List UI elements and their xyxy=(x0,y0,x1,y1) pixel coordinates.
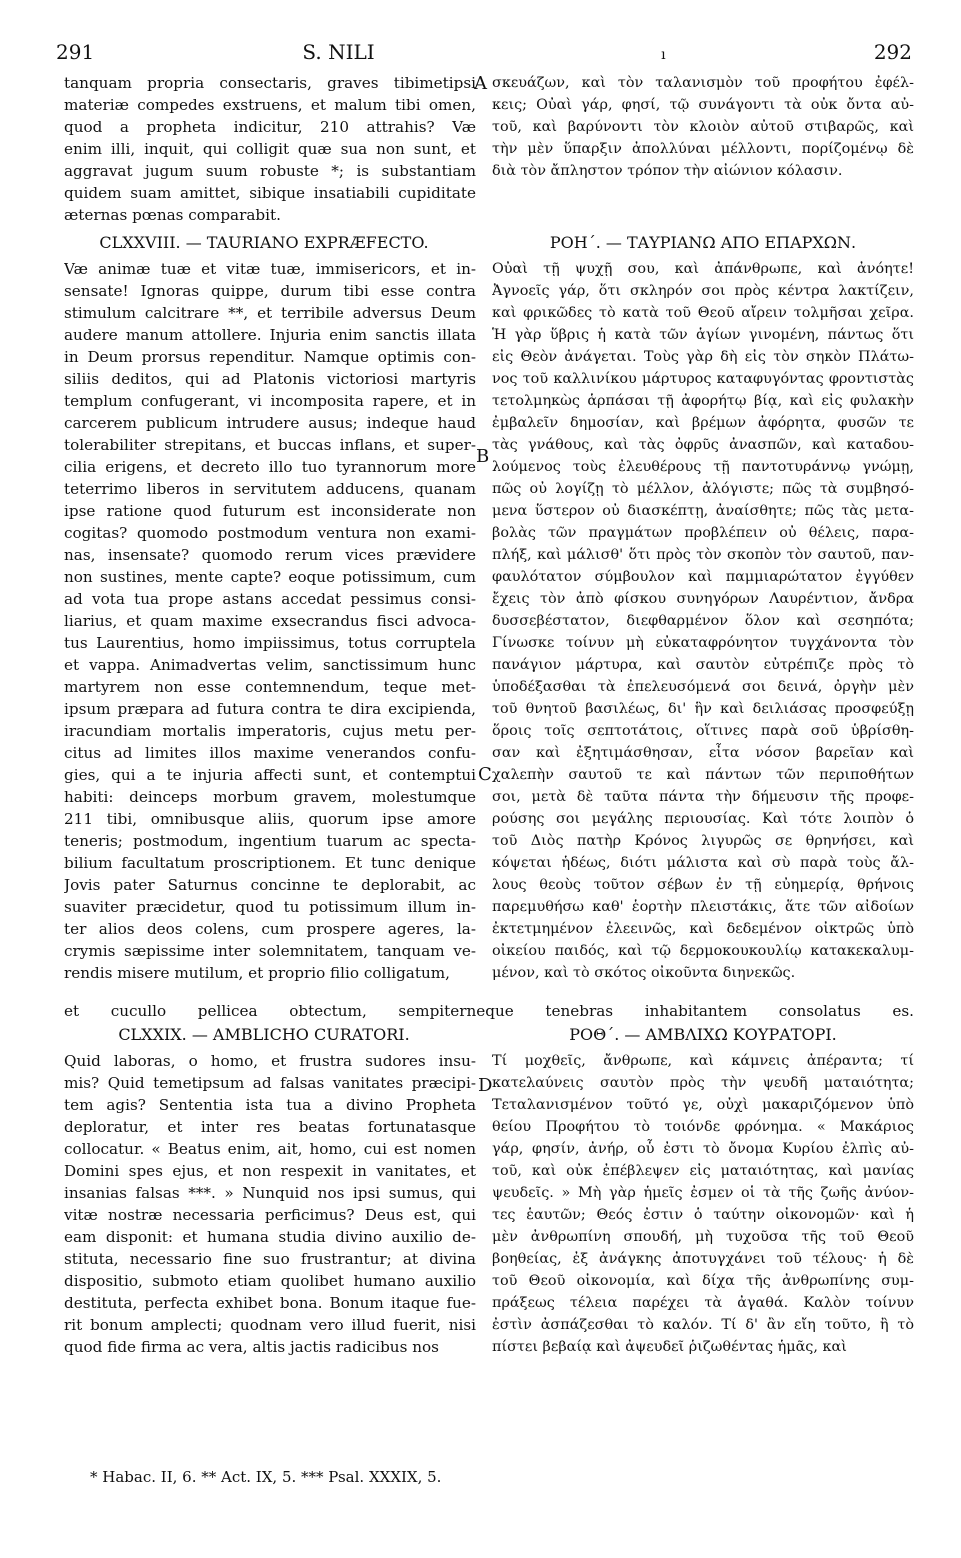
text-line: ἐμβαλεῖν δημοσίαν, καὶ βρέμων ἀφόρητα, φυσῶν τε xyxy=(492,415,914,431)
text-line: templum confugerant, vi incomposita rapere, et in xyxy=(64,392,476,410)
text-line: deploratur, et inter res beatas fortunatasque xyxy=(64,1118,476,1136)
greek-letter-178 xyxy=(492,258,914,984)
text-line: siliis deditos, qui ad Platonis victoriosi martyris xyxy=(64,370,476,388)
text-line: aggravat jugum suum robuste *; is substantiam xyxy=(64,162,476,180)
text-line: Γίνωσκε τοίνυν μὴ εὐκαταφρόνητον τυγχάνοντα τὸν xyxy=(492,635,914,651)
text-line: νος τοῦ καλλινίκου μάρτυρος καταφυγόντας φροντιστὰς xyxy=(492,371,914,387)
text-line: σκευάζων, καὶ τὸν ταλανισμὸν τοῦ προφήτου ἐφέλ- xyxy=(492,75,914,91)
text-line: ipse ratione quod futurum est inconsiderate non xyxy=(64,502,476,520)
text-line: φαυλότατον σύμβουλον καὶ παμμιαρώτατον ἐγγύθεν xyxy=(492,569,914,585)
text-line: insanias falsas ***. » Nunquid nos ipsi sumus, qui xyxy=(64,1184,476,1202)
text-line: τὴν μὲν ὕπαρξιν ἀπολλύναι μέλλοντι, πορίζομένῳ δὲ xyxy=(492,141,914,157)
text-line: λους θεοὺς τοῦτον σέβων ἐν τῇ εὐημερίᾳ, θρήνοις xyxy=(492,877,914,893)
text-line: tanquam propria consectaris, graves tibimetipsi xyxy=(64,74,476,92)
text-line: τες ἑαυτῶν; Θεός ἐστιν ὁ ταύτην οἰκονομῶν· καὶ ἡ xyxy=(492,1207,914,1223)
text-line: κατελαύνεις σαυτὸν πρὸς τὴν ψευδῆ ματαιότητα; xyxy=(492,1075,914,1091)
text-line: σοι, μετὰ δὲ ταῦτα πάντα τὴν δήμευσιν τῆς προφε- xyxy=(492,789,914,805)
text-line: æternas pœnas comparabit. xyxy=(64,206,281,224)
full-width-line: et cucullo pellicea obtectum, sempiterneque tenebras inhabitantem consolatus es. xyxy=(64,1002,914,1020)
text-line: τοῦ, καὶ βαρύνοντι τὸν κλοιὸν αὐτοῦ στιβαρῶς, καὶ xyxy=(492,119,914,135)
text-line: οἰκείου παιδός, καὶ τῷ δερμοκουκουλίῳ κατακεκαλυμ- xyxy=(492,943,914,959)
text-line: ἐστὶν ἀσπάζεσθαι τὸ καλόν. Τί δ' ἂν εἴη τοῦτο, ἢ τὸ xyxy=(492,1317,914,1333)
text-line: σαν καὶ ἐξητιμάσθησαν, εἶτα νόσον βαρεῖαν καὶ xyxy=(492,745,914,761)
left-page-number: 291 xyxy=(56,40,95,64)
text-line: κεις; Οὐαὶ γάρ, φησί, τῷ συνάγοντι τὰ οὐκ ὄντα αὐ- xyxy=(492,97,914,113)
text-line: quod a propheta indicitur, 210 attrahis? Væ xyxy=(64,118,476,136)
latin-heading-178: CLXXVIII. — TAURIANO EXPRÆFECTO. xyxy=(99,233,429,252)
text-line: κόψεται ἡδέως, διότι μάλιστα καὶ σὺ παρὰ τοὺς ἄλ- xyxy=(492,855,914,871)
text-line: παρεμυθήσω καθ' ἑορτὴν πλειστάκις, ἅτε τῶν αἰδοίων xyxy=(492,899,914,915)
text-line: πανάγιον μάρτυρα, καὶ σαυτὸν εὐτρέπιζε πρὸς τὸ xyxy=(492,657,914,673)
text-line: sensate! Ignoras quippe, durum tibi esse contra xyxy=(64,282,476,300)
text-line: rendis misere mutilum, et proprio filio colligatum, xyxy=(64,964,450,982)
text-line: non sustines, mente capte? eoque potissimum, cum xyxy=(64,568,476,586)
text-line: Ἀγνοεῖς γάρ, ὅτι σκληρόν σοι πρὸς κέντρα λακτίζειν, xyxy=(492,283,914,299)
latin-letter-178 xyxy=(64,258,476,984)
section-marker-b: B xyxy=(476,446,490,467)
text-line: vitæ nostræ necessaria perficimus? Deus est, qui xyxy=(64,1206,476,1224)
text-line: iracundiam mortalis imperatoris, cujus metu per- xyxy=(64,722,476,740)
latin-intro-block xyxy=(64,72,476,226)
text-line: dispositio, submoto etiam quolibet humano auxilio xyxy=(64,1272,476,1290)
running-title-text: S. NILI xyxy=(302,40,375,64)
text-line: tus Laurentius, homo impiissimus, totus corruptela xyxy=(64,634,476,652)
text-line: et vappa. Animadvertas velim, sanctissimum hunc xyxy=(64,656,476,674)
text-line: πλήξ, καὶ μάλισθ' ὅτι πρὸς τὸν σκοπὸν τὸν σαυτοῦ, παν- xyxy=(492,547,914,563)
text-line: ipsum præpara ad futura contra te dira excipienda, xyxy=(64,700,476,718)
text-line: cilia erigens, et decreto illo tuo tyrannorum more xyxy=(64,458,476,476)
text-line: habiti: deinceps morbum gravem, molestumque xyxy=(64,788,476,806)
text-line: crymis sæpissime inter solemnitatem, tanquam ve- xyxy=(64,942,476,960)
greek-heading-178: ΡΟΗ΄. — ΤΑΥΡΙΑΝΩ ΑΠΟ ΕΠΑΡΧΩΝ. xyxy=(549,233,857,252)
section-marker-d: D xyxy=(478,1075,493,1096)
text-line: Væ animæ tuæ et vitæ tuæ, immisericors, et in- xyxy=(64,260,476,278)
text-line: ἐκτετμημένον ἐλεεινῶς, καὶ δεδεμένον οἰκτρῶς ὑπὸ xyxy=(492,921,914,937)
text-line: carcerem publicum intrudere ausus; indeque haud xyxy=(64,414,476,432)
text-line: materiæ compedes exstruens, et malum tibi omen, xyxy=(64,96,476,114)
text-line: Ἡ γὰρ ὕβρις ἡ κατὰ τῶν ἁγίων γινομένη, πάντως ὅτι xyxy=(492,327,914,343)
text-line: mis? Quid temetipsum ad falsas vanitates præcipi- xyxy=(64,1074,476,1092)
text-line: enim illi, inquit, qui colligit quæ sua non sunt, et xyxy=(64,140,476,158)
header-separator: ı xyxy=(661,47,666,63)
text-line: rit bonum amplecti; quodnam vero illud fuerit, nisi xyxy=(64,1316,476,1334)
text-line: τοῦ Θεοῦ οἰκονομία, καὶ δίχα τῆς ἀνθρωπίνης συμ- xyxy=(492,1273,914,1289)
text-line: καὶ φρικῶδες τὸ κατὰ τοῦ Θεοῦ αἴρειν τολμῆσαι χεῖρα. xyxy=(492,305,914,321)
greek-heading-179: ΡΟΘ΄. — ΑΜΒΛΙΧΩ ΚΟΥΡΑΤΟΡΙ. xyxy=(569,1025,837,1044)
text-line: tem agis? Sententia ista tua a divino Propheta xyxy=(64,1096,476,1114)
text-line: δυσσεβέστατον, διεφθαρμένον ὅλον καὶ σεσηπότα; xyxy=(492,613,914,629)
text-line: τοῦ θνητοῦ βασιλέως, δι' ἣν καὶ δειλιάσας προσφεύξῃ xyxy=(492,701,914,717)
text-line: tolerabiliter strepitans, et buccas inflans, et super- xyxy=(64,436,476,454)
text-line: suaviter præcidetur, quod tu potissimum illum in- xyxy=(64,898,476,916)
text-line: ρούσης σοι μεγάλης περιουσίας. Καὶ τότε λοιπὸν ὁ xyxy=(492,811,914,827)
text-line: Quid laboras, o homo, et frustra sudores insu- xyxy=(64,1052,476,1070)
text-line: ψευδεῖς. » Μὴ γὰρ ἡμεῖς ἐσμεν οἱ τὰ τῆς ζωῆς ἀνύον- xyxy=(492,1185,914,1201)
text-line: stituta, necessario fine suo frustrantur; at divina xyxy=(64,1250,476,1268)
section-marker-c: C xyxy=(478,764,492,785)
text-line: πῶς οὐ λογίζῃ τὸ μέλλον, ἀλόγιστε; πῶς τὰ συμβησό- xyxy=(492,481,914,497)
text-line: destituta, perfecta exhibet bona. Bonum itaque fue- xyxy=(64,1294,476,1312)
text-line: teneris; postmodum, ingentium tuarum ac specta- xyxy=(64,832,476,850)
text-line: audere manum attollere. Injuria enim sanctis illata xyxy=(64,326,476,344)
text-line: θείου Προφήτου τὸ τοιόνδε φρόνημα. « Μακάριος xyxy=(492,1119,914,1135)
text-line: τετολμηκὼς ἁρπάσαι τῇ ἀφορήτῳ βίᾳ, καὶ εἰς φυλακὴν xyxy=(492,393,914,409)
text-line: τοῦ, καὶ οὐκ ἐπέβλεψεν εἰς ματαιότητας, καὶ μανίας xyxy=(492,1163,914,1179)
text-line: Τεταλανισμένον τοῦτό γε, οὐχὶ μακαριζόμενον ὑπὸ xyxy=(492,1097,914,1113)
text-line: χαλεπὴν σαυτοῦ τε καὶ πάντων τῶν περιποθήτων xyxy=(492,767,914,783)
text-line: γάρ, φησίν, ἀνήρ, οὗ ἐστι τὸ ὄνομα Κυρίου ἐλπὶς αὐ- xyxy=(492,1141,914,1157)
text-line: martyrem non esse contemnendum, teque met- xyxy=(64,678,476,696)
text-line: εἰς Θεὸν ἀνάγεται. Τοὺς γὰρ δὴ εἰς τὸν σηκὸν Πλάτω- xyxy=(492,349,914,365)
section-marker-a: A xyxy=(474,73,487,94)
right-page-number: 292 xyxy=(873,40,912,64)
text-line: ὅροις τοῖς σεπτοτάτοις, οἵτινες παρὰ σοῦ ὑβρίσθη- xyxy=(492,723,914,739)
text-line: λούμενος τοὺς ἐλευθέρους τῇ παντοτυράννῳ γνώμῃ, xyxy=(492,459,914,475)
greek-letter-179 xyxy=(492,1050,914,1358)
greek-intro-block xyxy=(492,72,914,182)
text-line: βολὰς τῶν πραγμάτων προβλέπειν οὐ θέλεις, παρα- xyxy=(492,525,914,541)
text-line: μενα ὕστερον οὐ διασκέπτῃ, ἀναίσθητε; πῶς τὰς μετα- xyxy=(492,503,914,519)
text-line: in Deum prorsus rependitur. Namque optimis con- xyxy=(64,348,476,366)
text-line: τοῦ Διὸς πατὴρ Κρόνος λιγυρῶς σε θρηνήσει, καὶ xyxy=(492,833,914,849)
text-line: Τί μοχθεῖς, ἄνθρωπε, καὶ κάμνεις ἀπέραντα; τί xyxy=(492,1053,914,1069)
text-line: teterrimo liberos in servitutem adducens, quanam xyxy=(64,480,476,498)
text-line: bilium facultatum proscriptionem. Et tunc denique xyxy=(64,854,476,872)
text-line: citus ad limites illos maxime venerandos confu- xyxy=(64,744,476,762)
text-line: stimulum calcitrare **, et terribile adversus Deum xyxy=(64,304,476,322)
text-line: collocatur. « Beatus enim, ait, homo, cui est nomen xyxy=(64,1140,476,1158)
text-line: τὰς γνάθους, καὶ τὰς ὀφρῦς ἀνασπῶν, καὶ καταδου- xyxy=(492,437,914,453)
text-line: quod fide firma ac vera, altis jactis radicibus nos xyxy=(64,1338,439,1356)
latin-heading-179: CLXXIX. — AMBLICHO CURATORI. xyxy=(118,1025,410,1044)
footnotes: * Habac. II, 6. ** Act. IX, 5. *** Psal. XXXIX, 5. xyxy=(90,1468,442,1486)
text-line: Domini spes ejus, et non respexit in vanitates, et xyxy=(64,1162,476,1180)
text-line: ter alios deos colens, cum prospere ageres, la- xyxy=(64,920,476,938)
text-line: nas, insensate? quomodo rerum vices prævidere xyxy=(64,546,476,564)
text-line: Jovis pater Saturnus concinne te deplorabit, ac xyxy=(64,876,476,894)
text-line: πίστει βεβαίᾳ καὶ ἀψευδεῖ ῥιζωθέντας ἡμᾶς, καὶ xyxy=(492,1339,847,1355)
text-line: gies, qui a te injuria affecti sunt, et contemptui xyxy=(64,766,476,784)
text-line: μένον, καὶ τὸ σκότος οἰκοῦντα διηνεκῶς. xyxy=(492,965,796,981)
text-line: ὑποδέξασθαι τὰ ἐπελευσόμενά σοι δεινά, ὀργὴν μὲν xyxy=(492,679,914,695)
text-line: liarius, et quam maxime exsecrandus fisci advoca- xyxy=(64,612,476,630)
text-line: ἔχεις τὸν ἀπὸ φίσκου συνηγόρων Λαυρέντιον, ἄνδρα xyxy=(492,591,914,607)
text-line: eam disponit: et humana studia divino auxilio de- xyxy=(64,1228,476,1246)
text-line: ad vota tua prope astans accedat pessimus consi- xyxy=(64,590,476,608)
text-line: μὲν ἀνθρωπίνη σπουδή, μὴ τυχοῦσα τῆς τοῦ Θεοῦ xyxy=(492,1229,914,1245)
text-line: Οὐαὶ τῇ ψυχῇ σου, καὶ ἀπάνθρωπε, καὶ ἀνόητε! xyxy=(492,261,914,277)
text-line: βοηθείας, ἐξ ἀνάγκης ἀποτυγχάνει τοῦ τέλους· ἡ δὲ xyxy=(492,1251,914,1267)
text-line: διὰ τὸν ἄπληστον τρόπον τὴν αἰώνιον κόλασιν. xyxy=(492,163,843,179)
latin-letter-179 xyxy=(64,1050,476,1358)
text-line: quidem suam amittet, sibique insatiabili cupiditate xyxy=(64,184,476,202)
text-line: 211 tibi, omnibusque aliis, quorum ipse amore xyxy=(64,810,476,828)
text-line: πράξεως τέλεια παρέχει τὰ ἀγαθά. Καλὸν τοίνυν xyxy=(492,1295,914,1311)
running-title xyxy=(56,40,912,64)
text-line: cogitas? quomodo postmodum ventura non exami- xyxy=(64,524,476,542)
page-header xyxy=(56,40,912,68)
